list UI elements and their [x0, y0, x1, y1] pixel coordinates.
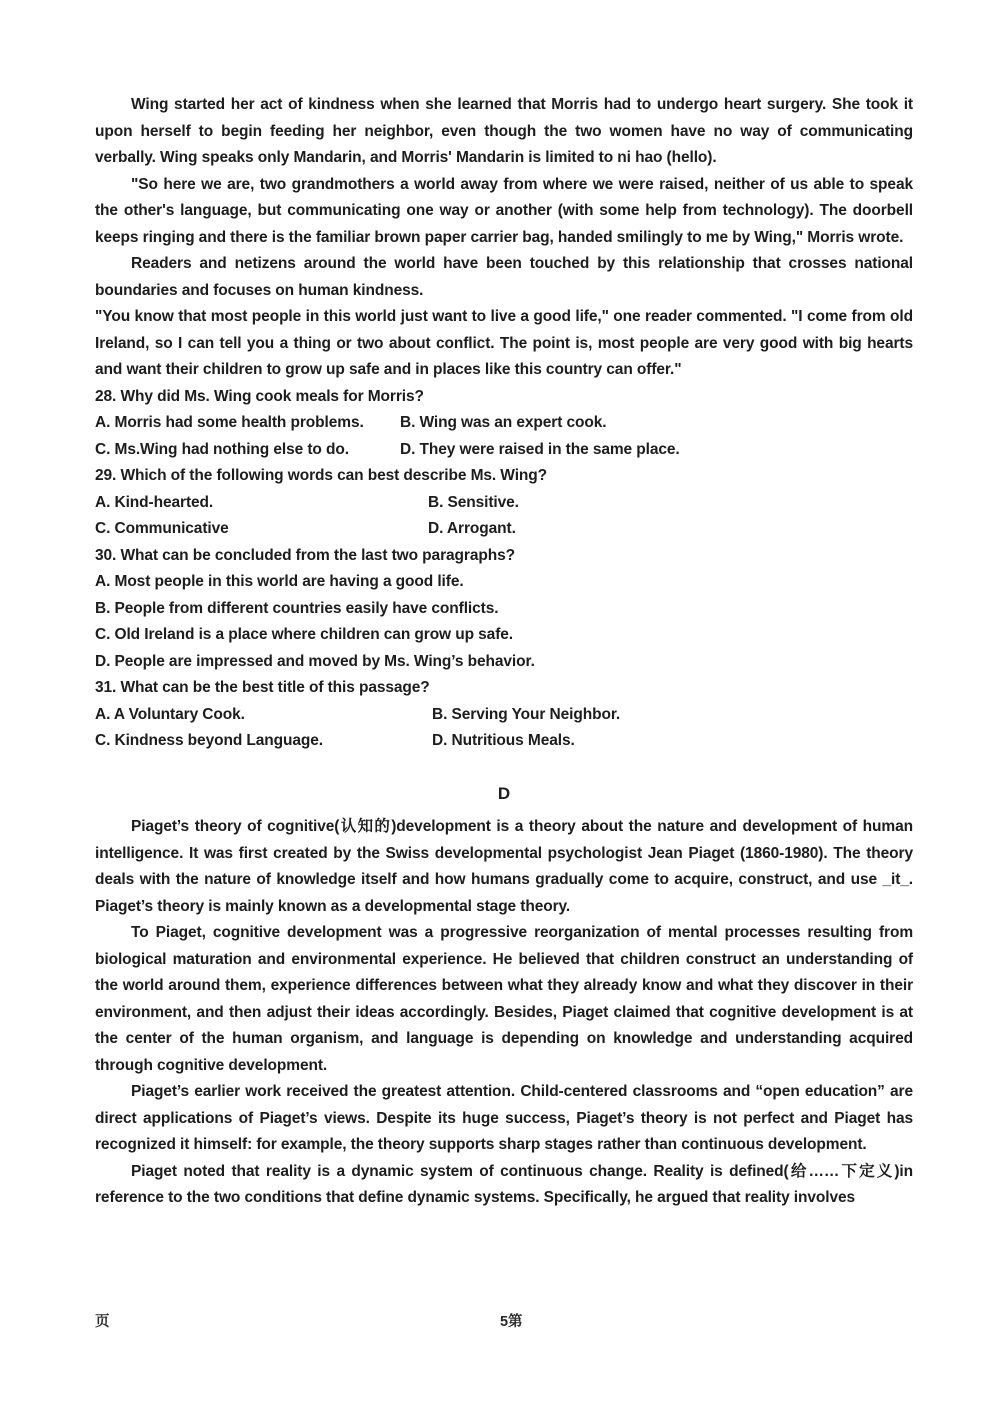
question-29-stem: 29. Which of the following words can best describe Ms. Wing?: [95, 467, 548, 484]
question-29-option-d: D. Arrogant.: [428, 520, 516, 537]
question-29-options-row-1: [95, 490, 913, 517]
passage-c-paragraph-3: Readers and netizens around the world have been touched by this relationship that crosses national boundaries and focuses on human kindness.: [95, 255, 913, 299]
question-30-option-b: B. People from different countries easily have conflicts.: [95, 599, 499, 617]
passage-d-paragraph-3: Piaget’s earlier work received the greatest attention. Child-centered classrooms and “open education” are direct applications of Piaget’s views. Despite its huge success, Piaget’s theory is not perfect and Piaget has recognized it himself: for example, the theory supports sharp stages rather than continuous development.: [95, 1083, 913, 1153]
question-31-option-b: B. Serving Your Neighbor.: [432, 705, 621, 723]
question-30: [95, 543, 913, 676]
passage-c-paragraph-2: "So here we are, two grandmothers a world away from where we were raised, neither of us able to speak the other's language, but communicating one way or another (with some help from technology). The doorbell keeps ringing and there is the familiar brown paper carrier bag, handed smilingly to me by Wing," Morris wrote.: [95, 175, 913, 246]
question-29: [95, 463, 913, 543]
passage-d-paragraph-4: Piaget noted that reality is a dynamic system of continuous change. Reality is defined(给……下定义)in reference to the two conditions that define dynamic systems. Specifically, he argued that reality involves: [95, 1162, 913, 1206]
question-31-options-row-2: [95, 728, 913, 755]
question-29-option-b: B. Sensitive.: [428, 493, 519, 511]
question-28-options-row-2: [95, 437, 913, 464]
document-content: [95, 92, 913, 1212]
question-28-option-b: B. Wing was an expert cook.: [400, 414, 607, 431]
question-28-option-d: D. They were raised in the same place.: [400, 440, 680, 458]
passage-d-paragraph-1: Piaget’s theory of cognitive(认知的)development is a theory about the nature and development of human intelligence. It was first created by the Swiss developmental psychologist Jean Piaget (1860-1980). The theory deals with the nature of knowledge itself and how humans gradually come to acquire, construct, and use _it_. Piaget’s theory is mainly known as a developmental stage theory.: [95, 818, 913, 915]
question-28-option-c: C. Ms.Wing had nothing else to do.: [95, 440, 349, 458]
question-31: [95, 675, 913, 755]
question-31-options-row-1: [95, 702, 913, 729]
question-30-option-d: D. People are impressed and moved by Ms. Wing’s behavior.: [95, 652, 535, 670]
question-30-option-c: C. Old Ireland is a place where children can grow up safe.: [95, 626, 513, 643]
question-31-stem: 31. What can be the best title of this passage?: [95, 679, 430, 696]
question-31-option-d: D. Nutritious Meals.: [432, 732, 575, 749]
passage-c-paragraph-1: Wing started her act of kindness when she learned that Morris had to undergo heart surgery. She took it upon herself to begin feeding her neighbor, even though the two women have no way of communicating verbally. Wing speaks only Mandarin, and Morris' Mandarin is limited to ni hao (hello).: [95, 96, 913, 166]
question-28-stem: 28. Why did Ms. Wing cook meals for Morris?: [95, 387, 424, 405]
question-31-option-a: A. A Voluntary Cook.: [95, 705, 245, 723]
footer-page-char: 页: [95, 1314, 110, 1330]
question-30-option-a: A. Most people in this world are having a good life.: [95, 573, 464, 590]
question-28-options-row-1: [95, 410, 913, 437]
question-28-option-a: A. Morris had some health problems.: [95, 414, 364, 431]
page-footer: [95, 1310, 913, 1331]
question-28: [95, 384, 913, 464]
passage-d-paragraph-2: To Piaget, cognitive development was a progressive reorganization of mental processes resulting from biological maturation and environmental experience. He believed that children construct an understanding of the world around them, experience differences between what they already know and what they discover in their environment, and then adjust their ideas accordingly. Besides, Piaget claimed that cognitive development is at the center of the human organism, and language is depending on knowledge and understanding acquired through cognitive development.: [95, 924, 913, 1074]
question-29-options-row-2: [95, 516, 913, 543]
question-30-stem: 30. What can be concluded from the last two paragraphs?: [95, 546, 515, 564]
footer-page-number: 5第: [499, 1314, 523, 1330]
passage-c-paragraph-4: "You know that most people in this world just want to live a good life," one reader commented. "I come from old Ireland, so I can tell you a thing or two about conflict. The point is, most people are very good with big hearts and want their children to grow up safe and in places like this country can offer.": [95, 308, 913, 378]
question-29-option-c: C. Communicative: [95, 520, 229, 537]
question-29-option-a: A. Kind-hearted.: [95, 493, 214, 511]
question-31-option-c: C. Kindness beyond Language.: [95, 732, 324, 749]
section-d-heading: D: [497, 783, 511, 803]
